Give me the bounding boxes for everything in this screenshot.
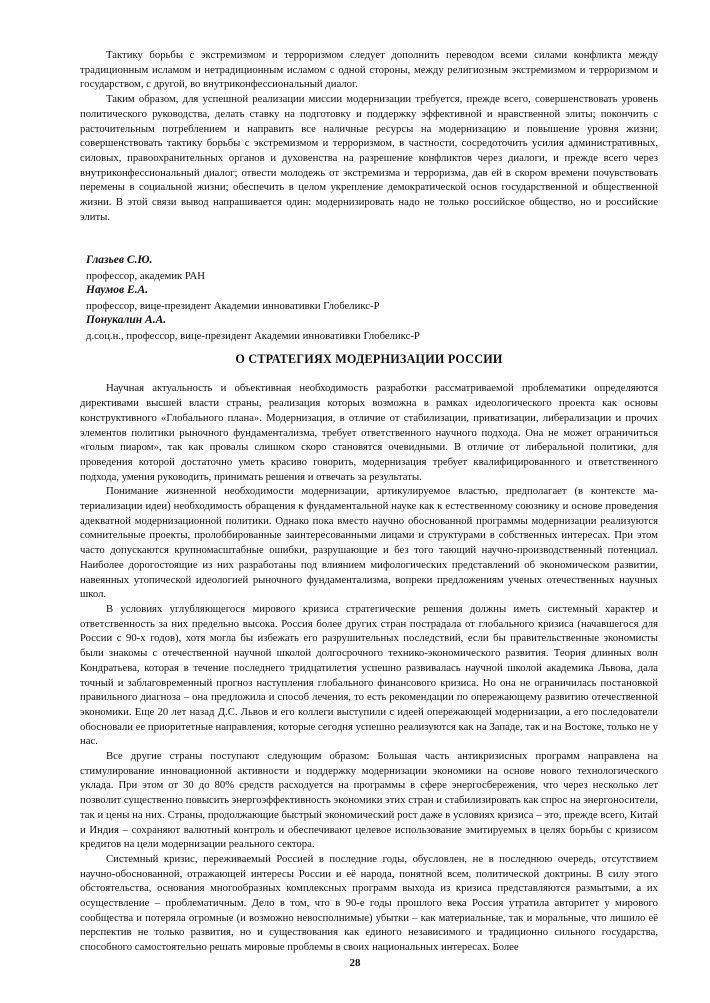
intro-paragraph: Таким образом, для успешной реализации миссии модернизации требуется, прежде всего, совершенствовать уровень политического руководства, делать ставку на подготовку и поддержку эффективной и нравственной элиты; покончить с расточительным потреблением и направить все наличные ресурсы на модернизацию и повышение уровня жизни; совершенствовать тактику борьбы с экстремизмом и терроризмом, в частности, сосредоточить усилия административных, силовых, правоохранительных органов и духовенства на разрешение конфликтов через диалоги, и прежде всего через внутриконфессиональный диалог; отвести молодежь от экстремизма и терроризма, дав ей в скором времени почувствовать перемены в социальной жизни; обеспечить в целом укрепление демократической основ государственной и общественной жизни. В этой связи вывод напрашивается один: модернизировать надо не только российское общество, но и российские элиты. [80,93,658,223]
author-title: д.соц.н., профессор, вице-президент Академии инновативки Глобеликс-Р [86,329,420,342]
author-title: профессор, вице-президент Академии инновативки Глобеликс-Р [86,299,380,312]
page-number: 28 [349,957,361,969]
article-paragraph: Научная актуальность и объективная необходимость разработки рассматриваемой проблематики определяются директивами высшей власти страны, реализация которых возможна в рамках идеологического проекта как основы конструктивного «Глобального плана». Модернизация, в отличие от стабилизации, приватизации, либерализации и прочих элементов политики рыночного фундаментализма, требует ответственного научного подхода. Она не может ограничиться «голым пиаром», так как провалы слишком скоро становятся очевидными. В отличие от либеральной политики, для проведения которой достаточно уметь красиво говорить, модернизация требует квалифицированного и ответственного подхода, умения руководить, принимать решения и отвечать за результаты. [80,382,658,483]
author-name: Понукалин А.А. [86,314,167,327]
author-title: профессор, академик РАН [86,269,205,282]
author-name: Наумов Е.А. [86,284,149,297]
article-paragraph: Системный кризис, переживаемый Россией в последние годы, обусловлен, не в последнюю очередь, отсутствием научно-обоснованной, отражающей интересы России и её народа, понятной всем, политической доктрины. В силу этого обстоятельства, основания многообразных комплексных программ выхода из кризиса представляются размытыми, а их осуществление – проблематичным. Дело в том, что в 90-е годы прошлого века Россия утратила авторитет у мирового сообщества и потеряла огромные (и возможно невосполнимые) убытки – как материальные, так и моральные, что лишило её перспектив не только развития, но и существования как единого независимого и традиционно сильного государства, способного самостоятельно решать мировые проблемы в своих национальных интересах. Более [80,852,658,954]
article-paragraph: Понимание жизненной необходимости модернизации, артикулируемое властью, предполагает (в контексте материализации идеи) необходимость обращения к фундаментальной науке как к естественному союзнику и основе проведения адекватной модернизационной политики. Однако пока вместо научно обоснованной программы модернизации реализуются сомнительные проекты, пролоббированные заинтересованными лицами и структурами в собственных интересах. При этом часто допускаются крупномасштабные ошибки, разрушающие и без того тающий научно-производственный потенциал. Наиболее дорогостоящие из них разработаны под влиянием мифологических представлений об экономическом развитии, навеянных утопической идеологией рыночного фундаментализма, вопреки предложениям ученых отечественных научных школ. [80,485,658,601]
page-body [80,48,658,955]
article-title: О СТРАТЕГИЯХ МОДЕРНИЗАЦИИ РОССИИ [235,352,503,367]
article-paragraph: В условиях углубляющегося мирового кризиса стратегические решения должны иметь системный характер и ответственность за них предельно высока. Россия более других стран пострадала от глобального кризиса (начавшегося для России с 90-х годов), хотя могла бы избежать его разрушительных последствий, если бы правительственные экономисты были знакомы с отечественной научной школой долгосрочного технико-экономического развития. Теория длинных волн Кондратьева, которая в течение последнего тридцатилетия успешно развивалась научной школой академика Львова, дала точный и заблаговременный прогноз наступления глобального финансового кризиса. Но она не ограничилась постановкой правильного диагноза – она предложила и способ лечения, то есть рекомендации по опережающему развитию отечественной экономики. Еще 20 лет назад Д.С. Львов и его коллеги выступили с идеей опережающей модернизации, а его последователи обосновали ее приоритетные направления, которые сегодня успешно реализуются как на Западе, так и на Востоке, только не у нас. [80,602,658,748]
author-name: Глазьев С.Ю. [86,254,153,267]
intro-paragraph: Тактику борьбы с экстремизмом и терроризмом следует дополнить переводом всеми силами конфликта между традиционным исламом и нетрадиционным исламом с одной стороны, между религиозным экстремизмом и терроризмом и государством, с другой, во внутриконфессиональный диалог. [80,49,658,91]
article-paragraph: Все другие страны поступают следующим образом: Большая часть антикризисных программ направлена на стимулирование инновационной активности и поддержку модернизации экономики на основе нового технологического уклада. При этом от 30 до 80% средств расходуется на программы в сфере энергосбережения, что через несколько лет позволит существенно повысить энергоэффективность экономики этих стран и стабилизировать как спрос на энергоносители, так и цены на них. Страны, продолжающие быстрый экономический рост даже в условиях кризиса – это, прежде всего, Китай и Индия – сохраняют валютный контроль и обеспечивают целевое использование эмитируемых в целях борьбы с кризисом кредитов на цели модернизации реального сектора. [80,750,658,851]
author-block [80,253,658,343]
